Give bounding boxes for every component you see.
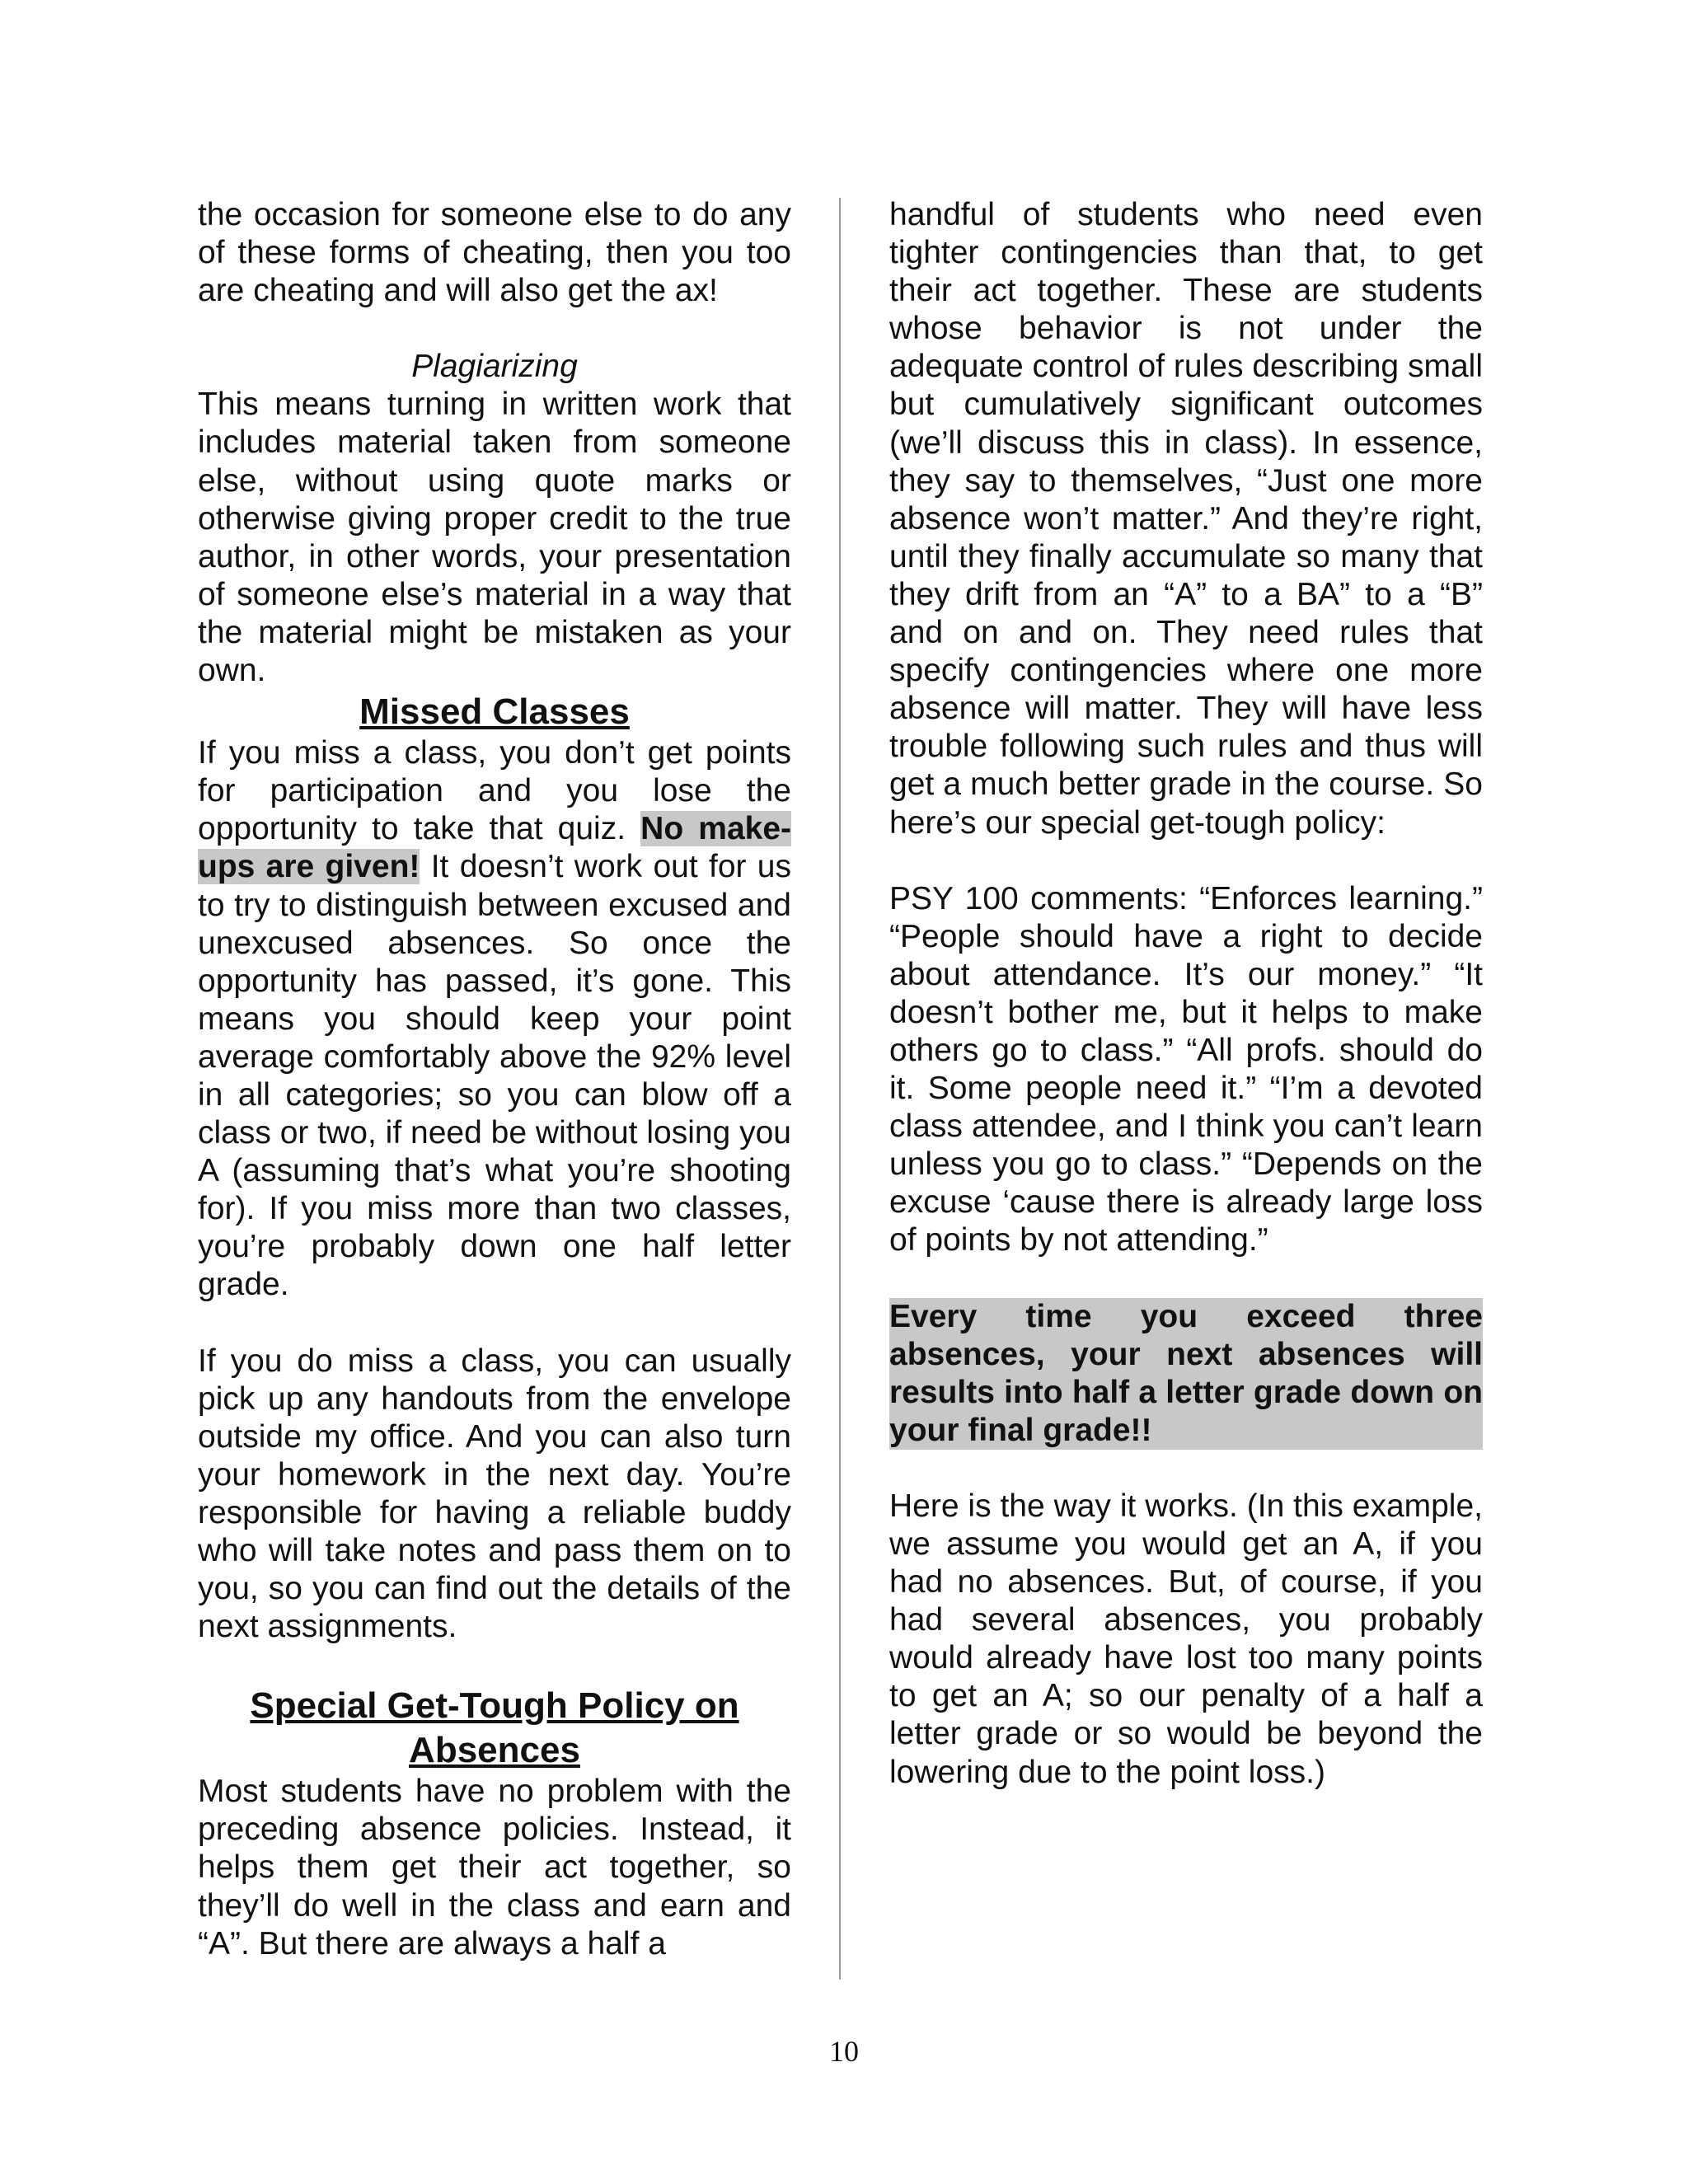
missed-classes-paragraph: [198, 734, 791, 1304]
spacer: [198, 1646, 791, 1684]
how-it-works-paragraph: Here is the way it works. (In this example, we assume you would get an A, if you had no absences. But, of course, if you had several absences, you probably would already have lost too many points to get an A; so our penalty of a half a letter grade or so would be beyond the lowering due to the point loss.): [889, 1488, 1483, 1790]
spacer: [889, 842, 1483, 880]
missed-classes-handouts-paragraph: If you do miss a class, you can usually pick up any handouts from the envelope outside my office. And you can also turn your homework in the next day. You’re responsible for having a reliable buddy who will take notes and pass them on to you, so you can find out the details of the next assignments.: [198, 1343, 791, 1645]
left-paragraph-cheating: the occasion for someone else to do any of these forms of cheating, then you too are cheating and will also get the ax!: [198, 197, 791, 309]
right-paragraph-contingencies: handful of students who need even tighter contingencies than that, to get their act together. These are students whose behavior is not under the adequate control of rules describing small but cumulatively significant outcomes (we’ll discuss this in class). In essence, they say to themselves, “Just one more absence won’t matter.” And they’re right, until they finally accumulate so many that they drift from an “A” to a BA” to a “B” and on and on. They need rules that specify contingencies where one more absence will matter. They will have less trouble following such rules and thus will get a much better grade in the course. So here’s our special get-tough policy:: [889, 197, 1483, 841]
page-number: 10: [829, 2035, 859, 2068]
get-tough-policy-paragraph: Most students have no problem with the preceding absence policies. Instead, it helps them get their act together, so they’ll do well in the class and earn and “A”. But there are always a half a: [198, 1774, 791, 1961]
right-column: [889, 196, 1483, 1792]
plagiarizing-heading: Plagiarizing: [411, 349, 578, 385]
spacer: [889, 1260, 1483, 1298]
get-tough-policy-heading: Special Get-Tough Policy on Absences: [250, 1685, 739, 1771]
psy100-comments-paragraph: PSY 100 comments: “Enforces learning.” “People should have a right to decide about attendance. It’s our money.” “It doesn’t bother me, but it helps to make others go to class.” “All profs. should do it. Some people need it.” “I’m a devoted class attendee, and I think you can’t learn unless you go to class.” “Depends on the excuse ‘cause there is already large loss of points by not attending.”: [889, 880, 1483, 1258]
plagiarizing-paragraph: This means turning in written work that includes material taken from someone else, without using quote marks or otherwise giving proper credit to the true author, in other words, your presentation of someone else’s material in a way that the material might be mistaken as your own.: [198, 387, 791, 689]
absence-rule-highlight: Every time you exceed three absences, your next absences will results into half a letter grade down on your final grade!!: [889, 1298, 1483, 1450]
spacer: [198, 1305, 791, 1343]
left-column: [198, 196, 791, 1963]
no-makeups-highlight: No make-ups are given!: [198, 811, 791, 885]
spacer: [889, 1450, 1483, 1488]
column-divider: [839, 198, 841, 1980]
spacer: [198, 310, 791, 348]
missed-classes-heading: Missed Classes: [359, 691, 630, 733]
missed-text-b: It doesn’t work out for us to try to distinguish between excused and unexcused absences. So once the opportunity has passed, it’s gone. This means you should keep your point average comfortably above the 92% level in all categories; so you can blow off a class or two, if need be without losing you A (assuming that’s what you’re shooting for). If you miss more than two classes, you’re probably down one half letter grade.: [198, 849, 791, 1303]
missed-text-a: If you miss a class, you don’t get points for participation and you lose the opportunity to take that quiz.: [198, 735, 791, 847]
